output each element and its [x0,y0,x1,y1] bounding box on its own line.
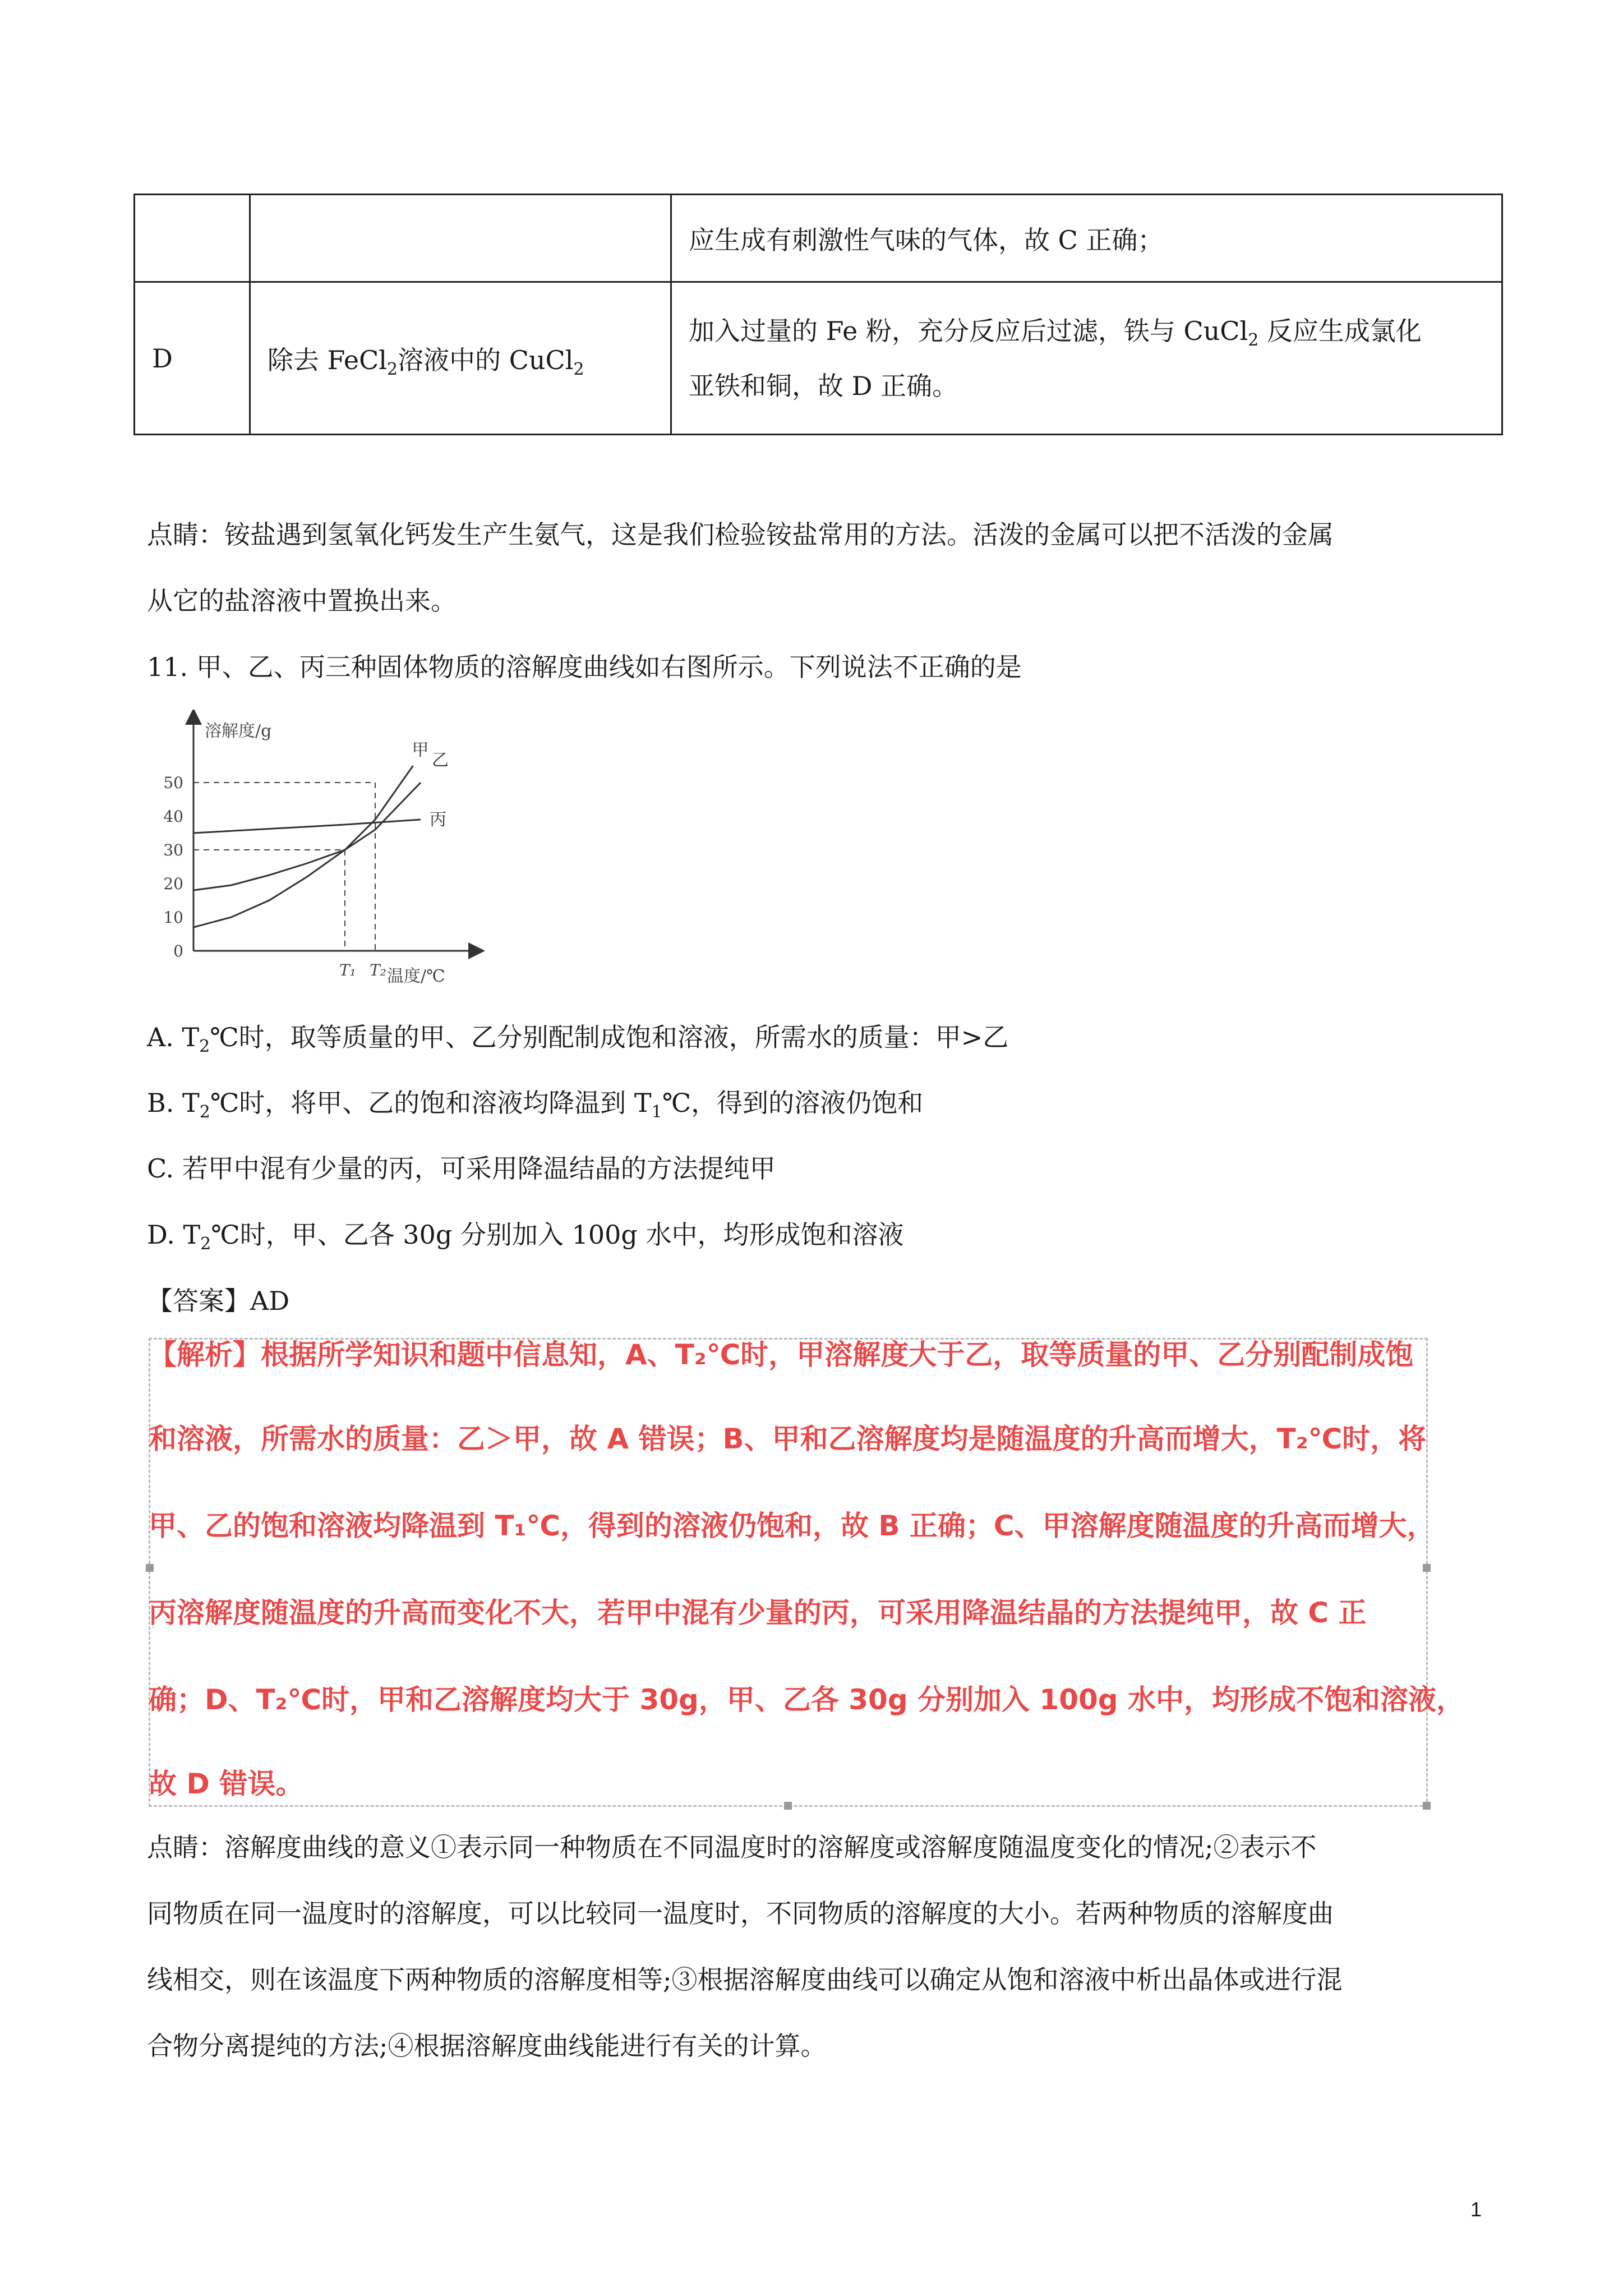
series-label: 甲 [412,740,429,760]
y-tick-label: 0 [173,942,183,960]
x-tick-label: T₁ [339,961,356,979]
cell-text: 加入过量的 Fe 粉，充分反应后过滤，铁与 CuCl [688,315,1248,346]
table-cell: 应生成有刺激性气味的气体，故 C 正确； [671,195,1502,282]
options-table [133,194,1503,435]
series-label: 丙 [430,810,446,830]
y-tick-label: 50 [163,774,183,792]
subscript: 2 [200,1234,211,1254]
table-cell [135,195,250,282]
series-line [193,766,413,927]
table-row [135,195,1502,282]
cell-text: 除去 FeCl [267,344,387,375]
y-tick-label: 20 [163,875,183,893]
option-text: ℃时，取等质量的甲、乙分别配制成饱和溶液，所需水的质量：甲>乙 [210,1022,1009,1052]
y-axis-label: 溶解度/g [205,721,272,741]
option-text: ℃时，将甲、乙的饱和溶液均降温到 T [210,1088,652,1118]
analysis-box [149,1338,1428,1807]
series-line [193,783,421,890]
resize-handle [1423,1564,1431,1572]
solubility-chart [140,710,499,996]
subscript: 2 [199,1102,210,1122]
y-tick-label: 40 [163,807,183,826]
resize-handle [146,1564,154,1572]
option-text: A. T [147,1022,200,1052]
table-cell [671,282,1502,435]
note-line: 同物质在同一温度时的溶解度，可以比较同一温度时，不同物质的溶解度的大小。若两种物质的溶解度曲 [147,1898,1334,1929]
table-cell [250,282,671,435]
series-line [193,820,421,833]
analysis-line: 确；D、T₂℃时，甲和乙溶解度均大于 30g，甲、乙各 30g 分别加入 100g 水中，均形成不饱和溶液， [149,1683,1464,1716]
table-row [135,282,1502,435]
option-text: ℃时，甲、乙各 30g 分别加入 100g 水中，均形成饱和溶液 [211,1220,904,1250]
answer: 【答案】AD [147,1286,290,1316]
table-cell [250,195,671,282]
cell-text: 反应生成氯化 [1258,315,1422,346]
note-line: 从它的盐溶液中置换出来。 [147,586,457,616]
analysis-line: 故 D 错误。 [149,1768,304,1800]
note-line: 点睛：铵盐遇到氢氧化钙发生产生氨气，这是我们检验铵盐常用的方法。活泼的金属可以把不活泼的金属 [147,519,1334,550]
page-number: 1 [1470,2198,1482,2221]
option-b [147,1085,923,1120]
series-label: 乙 [432,751,449,770]
subscript: 2 [199,1037,210,1056]
option-d [147,1217,903,1252]
analysis-line: 甲、乙的饱和溶液均降温到 T₁℃，得到的溶液仍饱和，故 B 正确；C、甲溶解度随温度的升高而增大， [149,1510,1435,1542]
resize-handle [1423,1802,1431,1810]
subscript: 2 [573,359,584,379]
subscript: 2 [1248,330,1259,350]
note-line: 合物分离提纯的方法;④根据溶解度曲线能进行有关的计算。 [147,2031,827,2061]
y-tick-label: 30 [163,841,183,859]
subscript: 1 [651,1102,662,1122]
x-tick-label: T₂ [370,961,386,979]
analysis-line: 【解析】根据所学知识和题中信息知，A、T₂℃时，甲溶解度大于乙，取等质量的甲、乙分别配制成饱 [149,1338,1414,1371]
cell-text: 溶液中的 CuCl [398,344,574,375]
table-cell: D [135,282,250,435]
y-tick-label: 10 [163,908,183,927]
option-text: ℃，得到的溶液仍饱和 [662,1088,924,1118]
option-text: D. T [147,1220,201,1250]
cell-text: 亚铁和铜，故 D 正确。 [688,370,958,401]
subscript: 2 [386,359,398,379]
option-c: C. 若甲中混有少量的丙，可采用降温结晶的方法提纯甲 [147,1153,776,1184]
resize-handle [784,1802,792,1810]
analysis-line: 和溶液，所需水的质量：乙＞甲，故 A 错误；B、甲和乙溶解度均是随温度的升高而增大，T₂℃时，将 [149,1423,1427,1455]
note-line: 点睛：溶解度曲线的意义①表示同一种物质在不同温度时的溶解度或溶解度随温度变化的情况;②表示不 [147,1832,1317,1862]
analysis-line: 丙溶解度随温度的升高而变化不大，若甲中混有少量的丙，可采用降温结晶的方法提纯甲，故 C 正 [149,1596,1367,1629]
option-text: B. T [147,1088,200,1118]
x-axis-label: 温度/℃ [387,967,445,986]
question-stem: 11. 甲、乙、丙三种固体物质的溶解度曲线如右图所示。下列说法不正确的是 [147,652,1022,682]
note-line: 线相交，则在该温度下两种物质的溶解度相等;③根据溶解度曲线可以确定从饱和溶液中析出晶体或进行混 [147,1964,1343,1995]
option-a [147,1020,1008,1055]
